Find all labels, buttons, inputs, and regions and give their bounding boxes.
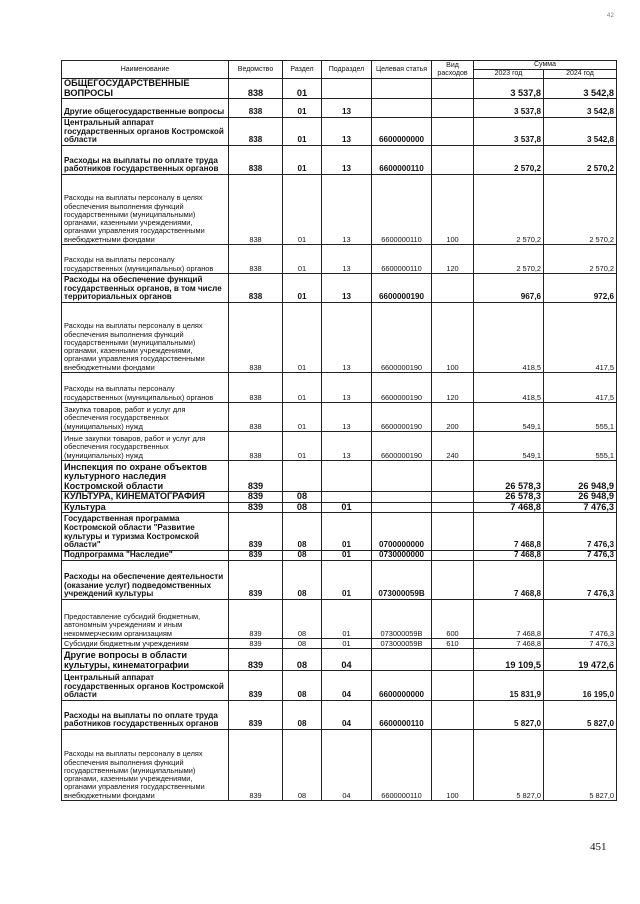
cell-subsection [322, 79, 372, 99]
cell-v2023: 418,5 [474, 373, 544, 403]
cell-name: Закупка товаров, работ и услуг для обеспечения государственных (муниципальных) нужд [62, 403, 229, 432]
cell-v2024: 2 570,2 [544, 146, 617, 175]
cell-target: 6600000190 [372, 403, 432, 432]
header-2024: 2024 год [544, 70, 617, 79]
budget-table [61, 60, 617, 801]
header-dept: Ведомство [229, 61, 283, 79]
cell-target: 073000059В [372, 639, 432, 649]
cell-dept: 838 [229, 274, 283, 303]
cell-subsection: 01 [322, 513, 372, 551]
table-row [62, 701, 617, 730]
cell-exptype: 120 [432, 245, 474, 274]
table-row [62, 461, 617, 492]
cell-section: 01 [283, 118, 322, 146]
cell-v2023: 7 468,8 [474, 561, 544, 600]
table-row [62, 639, 617, 649]
cell-exptype [432, 461, 474, 492]
cell-v2024: 972,6 [544, 274, 617, 303]
cell-name: ОБЩЕГОСУДАРСТВЕННЫЕ ВОПРОСЫ [62, 79, 229, 99]
cell-section: 08 [283, 513, 322, 551]
cell-subsection [322, 461, 372, 492]
cell-subsection: 13 [322, 245, 372, 274]
cell-dept: 838 [229, 303, 283, 373]
table-row [62, 175, 617, 245]
cell-v2024: 7 476,3 [544, 639, 617, 649]
cell-subsection: 04 [322, 671, 372, 701]
cell-section: 08 [283, 639, 322, 649]
cell-section: 01 [283, 403, 322, 432]
cell-target: 073000059В [372, 600, 432, 639]
cell-subsection: 13 [322, 274, 372, 303]
cell-section: 01 [283, 432, 322, 461]
cell-subsection: 13 [322, 303, 372, 373]
cell-target: 6600000110 [372, 146, 432, 175]
cell-exptype [432, 502, 474, 513]
cell-subsection: 01 [322, 502, 372, 513]
cell-section: 08 [283, 730, 322, 801]
cell-v2023: 2 570,2 [474, 146, 544, 175]
table-row [62, 551, 617, 561]
cell-exptype [432, 79, 474, 99]
cell-v2023: 967,6 [474, 274, 544, 303]
cell-v2023: 3 537,8 [474, 99, 544, 118]
cell-v2023: 26 578,3 [474, 461, 544, 492]
cell-target: 6600000110 [372, 730, 432, 801]
cell-exptype: 240 [432, 432, 474, 461]
cell-exptype [432, 118, 474, 146]
cell-dept: 838 [229, 403, 283, 432]
table-row [62, 730, 617, 801]
cell-name: Инспекция по охране объектов культурного наследия Костромской области [62, 461, 229, 492]
cell-dept: 838 [229, 432, 283, 461]
cell-subsection: 13 [322, 432, 372, 461]
cell-target: 6600000110 [372, 175, 432, 245]
cell-v2023: 26 578,3 [474, 492, 544, 503]
cell-exptype: 100 [432, 303, 474, 373]
cell-name: Расходы на выплаты персоналу в целях обеспечения выполнения функций государственными (муниципальными) органами, казенными учреждениями, органами управления государственными внебюджетными фондами [62, 175, 229, 245]
cell-subsection: 04 [322, 730, 372, 801]
cell-target [372, 492, 432, 503]
cell-target: 0700000000 [372, 513, 432, 551]
cell-section: 08 [283, 701, 322, 730]
cell-name: Расходы на выплаты по оплате труда работников государственных органов [62, 701, 229, 730]
page-number: 451 [590, 841, 607, 853]
cell-v2023: 7 468,8 [474, 639, 544, 649]
cell-target: 6600000000 [372, 671, 432, 701]
cell-v2023: 549,1 [474, 403, 544, 432]
table-row [62, 513, 617, 551]
cell-name: Государственная программа Костромской области "Развитие культуры и туризма Костромской области" [62, 513, 229, 551]
table-row [62, 403, 617, 432]
cell-section: 08 [283, 561, 322, 600]
cell-v2023: 5 827,0 [474, 701, 544, 730]
cell-section: 01 [283, 245, 322, 274]
cell-v2024: 2 570,2 [544, 175, 617, 245]
cell-v2024: 16 195,0 [544, 671, 617, 701]
header-name: Наименование [62, 61, 229, 79]
cell-exptype: 100 [432, 175, 474, 245]
cell-exptype: 100 [432, 730, 474, 801]
header-sum: Сумма [474, 61, 617, 70]
cell-subsection: 13 [322, 118, 372, 146]
cell-subsection: 13 [322, 403, 372, 432]
cell-name: КУЛЬТУРА, КИНЕМАТОГРАФИЯ [62, 492, 229, 503]
cell-exptype [432, 99, 474, 118]
cell-v2024: 3 542,8 [544, 118, 617, 146]
cell-v2024: 2 570,2 [544, 245, 617, 274]
table-row [62, 303, 617, 373]
cell-name: Расходы на выплаты по оплате труда работников государственных органов [62, 146, 229, 175]
cell-exptype [432, 146, 474, 175]
cell-target [372, 502, 432, 513]
cell-target: 6600000000 [372, 118, 432, 146]
cell-dept: 839 [229, 701, 283, 730]
cell-exptype [432, 492, 474, 503]
table-row [62, 99, 617, 118]
cell-v2024: 7 476,3 [544, 502, 617, 513]
header-2023: 2023 год [474, 70, 544, 79]
cell-section: 08 [283, 502, 322, 513]
table-row [62, 649, 617, 671]
cell-v2023: 3 537,8 [474, 118, 544, 146]
header-exptype: Вид расходов [432, 61, 474, 79]
table-row [62, 274, 617, 303]
cell-dept: 839 [229, 639, 283, 649]
cell-v2023: 19 109,5 [474, 649, 544, 671]
cell-v2023: 418,5 [474, 303, 544, 373]
cell-dept: 839 [229, 513, 283, 551]
table-row [62, 79, 617, 99]
cell-dept: 838 [229, 373, 283, 403]
cell-dept: 838 [229, 245, 283, 274]
cell-section: 01 [283, 303, 322, 373]
cell-exptype [432, 513, 474, 551]
table-body [62, 79, 617, 801]
cell-subsection: 13 [322, 175, 372, 245]
cell-dept: 839 [229, 730, 283, 801]
cell-subsection: 13 [322, 373, 372, 403]
cell-subsection: 01 [322, 551, 372, 561]
cell-name: Расходы на обеспечение деятельности (оказание услуг) подведомственных учреждений культуры [62, 561, 229, 600]
cell-v2023: 7 468,8 [474, 502, 544, 513]
cell-subsection: 04 [322, 649, 372, 671]
cell-subsection: 01 [322, 639, 372, 649]
table-row [62, 671, 617, 701]
cell-subsection: 13 [322, 146, 372, 175]
cell-section: 01 [283, 146, 322, 175]
table-row [62, 561, 617, 600]
cell-v2023: 2 570,2 [474, 245, 544, 274]
cell-v2024: 555,1 [544, 432, 617, 461]
cell-name: Другие общегосударственные вопросы [62, 99, 229, 118]
cell-v2024: 417,5 [544, 303, 617, 373]
table-row [62, 502, 617, 513]
cell-v2024: 3 542,8 [544, 99, 617, 118]
cell-v2024: 7 476,3 [544, 551, 617, 561]
table-row [62, 118, 617, 146]
cell-name: Расходы на обеспечение функций государственных органов, в том числе территориальных органов [62, 274, 229, 303]
cell-name: Другие вопросы в области культуры, кинематографии [62, 649, 229, 671]
cell-v2024: 26 948,9 [544, 461, 617, 492]
cell-subsection [322, 492, 372, 503]
cell-target: 0730000000 [372, 551, 432, 561]
cell-section: 08 [283, 649, 322, 671]
cell-v2024: 7 476,3 [544, 513, 617, 551]
cell-name: Расходы на выплаты персоналу в целях обеспечения выполнения функций государственными (муниципальными) органами, казенными учреждениями, органами управления государственными внебюджетными фондами [62, 303, 229, 373]
cell-target [372, 79, 432, 99]
table-row [62, 146, 617, 175]
cell-v2024: 26 948,9 [544, 492, 617, 503]
cell-v2023: 7 468,8 [474, 600, 544, 639]
cell-target [372, 461, 432, 492]
cell-v2023: 3 537,8 [474, 79, 544, 99]
cell-v2024: 3 542,8 [544, 79, 617, 99]
cell-dept: 838 [229, 118, 283, 146]
cell-v2023: 15 831,9 [474, 671, 544, 701]
cell-exptype [432, 701, 474, 730]
cell-target: 073000059В [372, 561, 432, 600]
cell-exptype [432, 551, 474, 561]
table-row [62, 600, 617, 639]
cell-target: 6600000190 [372, 303, 432, 373]
cell-v2024: 7 476,3 [544, 561, 617, 600]
cell-name: Субсидии бюджетным учреждениям [62, 639, 229, 649]
table-row [62, 492, 617, 503]
cell-v2024: 555,1 [544, 403, 617, 432]
cell-name: Центральный аппарат государственных органов Костромской области [62, 671, 229, 701]
cell-target [372, 99, 432, 118]
cell-dept: 839 [229, 600, 283, 639]
cell-dept: 838 [229, 146, 283, 175]
cell-target: 6600000190 [372, 373, 432, 403]
cell-subsection: 04 [322, 701, 372, 730]
header-section: Раздел [283, 61, 322, 79]
cell-exptype [432, 274, 474, 303]
table-row [62, 373, 617, 403]
header-subsection: Подраздел [322, 61, 372, 79]
cell-section: 08 [283, 492, 322, 503]
cell-v2023: 7 468,8 [474, 513, 544, 551]
cell-v2024: 7 476,3 [544, 600, 617, 639]
cell-exptype: 610 [432, 639, 474, 649]
cell-section [283, 461, 322, 492]
cell-name: Иные закупки товаров, работ и услуг для обеспечения государственных (муниципальных) нужд [62, 432, 229, 461]
cell-exptype [432, 649, 474, 671]
cell-v2024: 19 472,6 [544, 649, 617, 671]
cell-subsection: 01 [322, 561, 372, 600]
cell-section: 01 [283, 79, 322, 99]
cell-name: Культура [62, 502, 229, 513]
cell-name: Предоставление субсидий бюджетным, автономным учреждениям и иным некоммерческим организациям [62, 600, 229, 639]
cell-section: 08 [283, 551, 322, 561]
page-mark: 42 [606, 12, 614, 19]
cell-target [372, 649, 432, 671]
cell-v2024: 5 827,0 [544, 701, 617, 730]
cell-dept: 839 [229, 561, 283, 600]
cell-exptype [432, 671, 474, 701]
cell-target: 6600000190 [372, 274, 432, 303]
cell-target: 6600000110 [372, 245, 432, 274]
cell-dept: 839 [229, 461, 283, 492]
table-row [62, 245, 617, 274]
cell-dept: 839 [229, 492, 283, 503]
cell-exptype: 600 [432, 600, 474, 639]
cell-dept: 838 [229, 175, 283, 245]
cell-v2023: 2 570,2 [474, 175, 544, 245]
cell-exptype: 200 [432, 403, 474, 432]
cell-section: 01 [283, 175, 322, 245]
cell-dept: 839 [229, 649, 283, 671]
cell-name: Подпрограмма "Наследие" [62, 551, 229, 561]
cell-dept: 839 [229, 671, 283, 701]
cell-dept: 839 [229, 502, 283, 513]
header-target: Целевая статья [372, 61, 432, 79]
cell-section: 01 [283, 373, 322, 403]
cell-section: 08 [283, 600, 322, 639]
cell-v2024: 417,5 [544, 373, 617, 403]
cell-v2024: 5 827,0 [544, 730, 617, 801]
cell-dept: 838 [229, 79, 283, 99]
cell-name: Центральный аппарат государственных органов Костромской области [62, 118, 229, 146]
cell-section: 01 [283, 274, 322, 303]
cell-subsection: 13 [322, 99, 372, 118]
cell-name: Расходы на выплаты персоналу в целях обеспечения выполнения функций государственными (муниципальными) органами, казенными учреждениями, органами управления государственными внебюджетными фондами [62, 730, 229, 801]
cell-section: 08 [283, 671, 322, 701]
cell-subsection: 01 [322, 600, 372, 639]
cell-target: 6600000190 [372, 432, 432, 461]
cell-v2023: 7 468,8 [474, 551, 544, 561]
cell-target: 6600000110 [372, 701, 432, 730]
cell-section: 01 [283, 99, 322, 118]
cell-v2023: 5 827,0 [474, 730, 544, 801]
cell-exptype [432, 561, 474, 600]
cell-name: Расходы на выплаты персоналу государственных (муниципальных) органов [62, 245, 229, 274]
cell-v2023: 549,1 [474, 432, 544, 461]
cell-dept: 839 [229, 551, 283, 561]
cell-name: Расходы на выплаты персоналу государственных (муниципальных) органов [62, 373, 229, 403]
table-row [62, 432, 617, 461]
cell-exptype: 120 [432, 373, 474, 403]
cell-dept: 838 [229, 99, 283, 118]
